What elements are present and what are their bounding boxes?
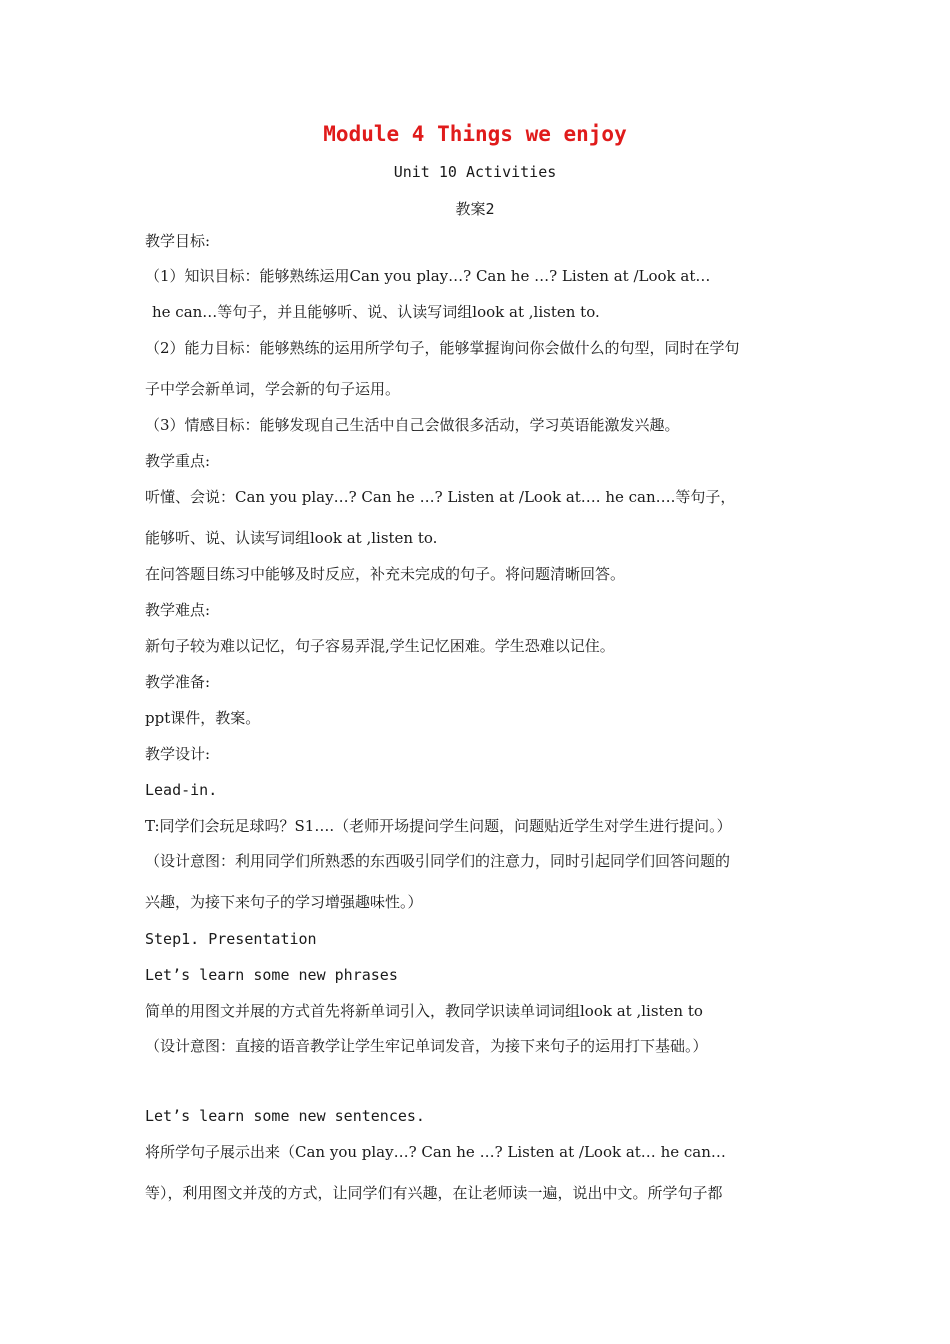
heading-design: 教学设计: <box>145 745 211 763</box>
heading-key-points: 教学重点: <box>145 452 211 470</box>
document-title: Module 4 Things we enjoy <box>323 122 627 146</box>
objective-emotion: （3）情感目标：能够发现自己生活中自己会做很多活动，学习英语能激发兴趣。 <box>145 416 680 434</box>
lesson-plan-label: 教案2 <box>455 200 495 218</box>
lead-in-text: T:同学们会玩足球吗？S1….（老师开场提问学生问题，问题贴近学生对学生进行提问。） <box>145 817 732 835</box>
lead-in-intent: （设计意图：利用同学们所熟悉的东西吸引同学们的注意力，同时引起同学们回答问题的 <box>145 852 731 870</box>
heading-objectives: 教学目标: <box>145 232 211 250</box>
difficulties-text: 新句子较为难以记忆，句子容易弄混,学生记忆困难。学生恐难以记住。 <box>145 637 615 655</box>
heading-preparation: 教学准备: <box>145 673 211 691</box>
objective-ability: （2）能力目标：能够熟练的运用所学句子，能够掌握询问你会做什么的句型，同时在学句 <box>145 339 740 357</box>
objective-knowledge-cont: he can…等句子，并且能够听、说、认读写词组look at ,listen to. <box>152 303 600 321</box>
sentences-label: Let’s learn some new sentences. <box>145 1107 425 1125</box>
phrases-label: Let’s learn some new phrases <box>145 966 398 984</box>
objective-knowledge: （1）知识目标：能够熟练运用Can you play…? Can he …? Listen at /Look at… <box>145 267 711 285</box>
phrases-intent: （设计意图：直接的语音教学让学生牢记单词发音，为接下来句子的运用打下基础。） <box>145 1037 708 1055</box>
preparation-text: ppt课件，教案。 <box>145 709 261 727</box>
phrases-text: 简单的用图文并展的方式首先将新单词引入，教同学识读单词词组look at ,listen to <box>145 1002 703 1020</box>
sentences-text: 将所学句子展示出来（Can you play…? Can he …? Listen at /Look at… he can… <box>145 1143 726 1161</box>
unit-subtitle: Unit 10 Activities <box>393 163 557 181</box>
objective-ability-cont: 子中学会新单词，学会新的句子运用。 <box>145 380 401 398</box>
sentences-text-cont: 等），利用图文并茂的方式，让同学们有兴趣，在让老师读一遍，说出中文。所学句子都 <box>145 1184 723 1202</box>
key-points-text: 听懂、会说：Can you play…? Can he …? Listen at /Look at…. he can….等句子， <box>145 488 736 506</box>
key-points-practice: 在问答题目练习中能够及时反应，补充未完成的句子。将问题清晰回答。 <box>145 565 626 583</box>
key-points-text-cont: 能够听、说、认读写词组look at ,listen to. <box>145 529 438 547</box>
step1-label: Step1. Presentation <box>145 930 317 948</box>
lead-in-intent-cont: 兴趣，为接下来句子的学习增强趣味性。） <box>145 893 423 911</box>
heading-difficulties: 教学难点: <box>145 601 211 619</box>
lead-in-label: Lead-in. <box>145 781 218 799</box>
